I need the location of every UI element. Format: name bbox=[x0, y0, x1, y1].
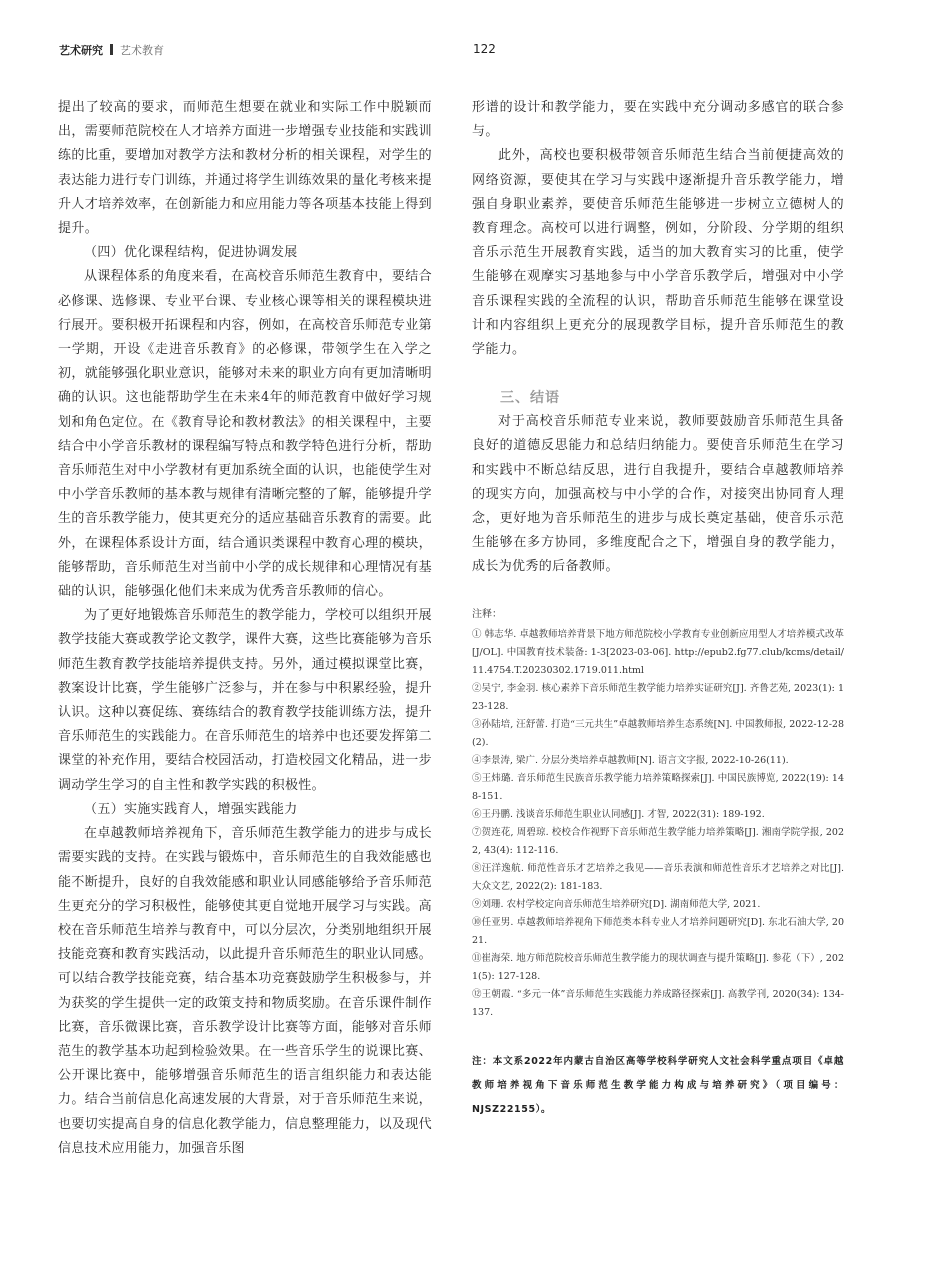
conclusion-body bbox=[472, 410, 844, 579]
paragraph: 为了更好地锻炼音乐师范生的教学能力，学校可以组织开展教学技能大赛或教学论文教学，课件大赛，这些比赛能够为音乐师范生教育教学技能培养提供支持。另外，通过模拟课堂比赛，教案设计比赛，学生能够广泛参与，并在参与中积累经验，提升认识。这种以赛促练、赛练结合的教育教学技能训练方法，提升音乐师范生的实践能力。在音乐师范生的培养中也还要发挥第二课堂的补充作用，要结合校园活动，打造校园文化精品，进一步调动学生学习的自主性和教学实践的积极性。 bbox=[58, 608, 432, 793]
section-title-conclusion: 三、结语 bbox=[500, 390, 560, 407]
page-header bbox=[59, 42, 891, 62]
note-item: ⑪崔海荣. 地方师范院校音乐师范生教学能力的现状调查与提升策略[J]. 参花（下）, 2021(5): 127-128. bbox=[472, 952, 844, 982]
paragraph: 此外，高校也要积极带领音乐师范生结合当前便捷高效的网络资源，要使其在学习与实践中逐渐提升音乐教学能力，增强自身职业素养，要使音乐师范生能够进一步树立立德树人的教育理念。高校可以进行调整，例如，分阶段、分学期的组织音乐示范生开展教育实践，适当的加大教育实习的比重，使学生能够在观摩实习基地参与中小学音乐教学后，增强对中小学音乐课程实践的全流程的认识，帮助音乐师范生能够在课堂设计和内容组织上更充分的展现教学目标，提升音乐师范生的教学能力。 bbox=[472, 148, 844, 358]
subsection-heading-4: （四）优化课程结构，促进协调发展 bbox=[84, 245, 298, 261]
right-column bbox=[472, 96, 844, 1122]
left-column bbox=[58, 96, 432, 1161]
note-item: ⑦贺连花, 周碧琼. 校校合作视野下音乐师范生教学能力培养策略[J]. 湘南学院学报, 2022, 43(4): 112-116. bbox=[472, 826, 844, 856]
note-item: ⑤王炜璐. 音乐师范生民族音乐教学能力培养策略探索[J]. 中国民族博览, 2022(19): 148-151. bbox=[472, 772, 844, 802]
page-number: 122 bbox=[473, 42, 496, 56]
note-item: ③孙陆培, 汪舒蕾. 打造“三元共生”卓越教师培养生态系统[N]. 中国教师报, 2022-12-28(2). bbox=[472, 718, 844, 748]
note-item: ④李景涛, 梁广. 分层分类培养卓越教师[N]. 语言文字报, 2022-10-26(11). bbox=[472, 754, 789, 766]
journal-name: 艺术研究 bbox=[59, 44, 103, 57]
subsection-heading-5: （五）实施实践育人，增强实践能力 bbox=[84, 801, 298, 817]
paragraph: 提出了较高的要求，而师范生想要在就业和实际工作中脱颖而出，需要师范院校在人才培养方面进一步增强专业技能和实践训练的比重，要增加对教学方法和教材分析的相关课程，对学生的表达能力进行专门训练，并通过将学生训练效果的量化考核来提升人才培养效率，在创新能力和应用能力等各项基本技能上得到提升。 bbox=[58, 100, 432, 237]
paragraph: 形谱的设计和教学能力，要在实践中充分调动多感官的联合参与。 bbox=[472, 100, 844, 140]
note-item: ① 韩志华. 卓越教师培养背景下地方师范院校小学教育专业创新应用型人才培养模式改革[J/OL]. 中国教育技术装备: 1-3[2023-03-06]. http://epub2.fg77.club/kcms/detail/11.4754.T.20230302.1719.011.html bbox=[472, 628, 844, 676]
note-item: ⑧汪洋逸航. 师范性音乐才艺培养之我见——音乐表演和师范性音乐才艺培养之对比[J]. 大众文艺, 2022(2): 181-183. bbox=[472, 862, 844, 892]
separator-bar bbox=[110, 44, 113, 55]
paragraph: 对于高校音乐师范专业来说，教师要鼓励音乐师范生具备良好的道德反思能力和总结归纳能力。要使音乐师范生在学习和实践中不断总结反思，进行自我提升，要结合卓越教师培养的现实方向，加强高校与中小学的合作，对接突出协同育人理念，更好地为音乐师范生的进步与成长奠定基础，使音乐示范生能够在多方协同，多维度配合之下，增强自身的教学能力，成长为优秀的后备教师。 bbox=[472, 414, 844, 575]
notes-section bbox=[472, 606, 844, 1022]
running-head bbox=[59, 42, 164, 58]
right-body bbox=[472, 96, 844, 362]
section-name: 艺术教育 bbox=[120, 44, 164, 57]
note-item: ⑨刘珊. 农村学校定向音乐师范生培养研究[D]. 湖南师范大学, 2021. bbox=[472, 898, 761, 910]
paragraph: 从课程体系的角度来看，在高校音乐师范生教育中，要结合必修课、选修课、专业平台课、专业核心课等相关的课程模块进行展开。要积极开拓课程和内容，例如，在高校音乐师范专业第一学期，开设《走进音乐教育》的必修课，带领学生在入学之初，就能够强化职业意识，能够对未来的职业方向有更加清晰明确的认识。这也能帮助学生在未来4年的师范教育中做好学习规划和角色定位。在《教育导论和教材教法》的相关课程中，主要结合中小学音乐教材的课程编写特点和教学特色进行分析，帮助音乐师范生对中小学教材有更加系统全面的认识，也能使学生对中小学音乐教师的基本教与规律有清晰完整的了解，能够提升学生的音乐教学能力，使其更充分的适应基础音乐教育的需要。此外，在课程体系设计方面，结合通识类课程中教育心理的模块，能够帮助，音乐师范生对当前中小学的成长规律和心理情况有基础的认识，能够强化他们未来成为优秀音乐教师的信心。 bbox=[58, 269, 432, 600]
note-item: ⑩任亚男. 卓越教师培养视角下师范类本科专业人才培养问题研究[D]. 东北石油大学, 2021. bbox=[472, 916, 844, 946]
notes-label: 注释： bbox=[472, 608, 502, 620]
paragraph: 在卓越教师培养视角下，音乐师范生教学能力的进步与成长需要实践的支持。在实践与锻炼中，音乐师范生的自我效能感也能不断提升，良好的自我效能感和职业认同感能够给予音乐师范生更充分的学习积极性，能够使其更自觉地开展学习与实践。高校在音乐师范生培养与教育中，可以分层次，分类别地组织开展技能竞赛和教育实践活动，以此提升音乐师范生的职业认同感。可以结合教学技能竞赛，结合基本功竞赛鼓励学生积极参与，并为获奖的学生提供一定的政策支持和物质奖励。在音乐课件制作比赛，音乐微课比赛，音乐教学设计比赛等方面，能够对音乐师范生的教学基本功起到检验效果。在一些音乐学生的说课比赛、公开课比赛中，能够增强音乐师范生的语言组织能力和表达能力。结合当前信息化高速发展的大背景，对于音乐师范生来说，也要切实提高自身的信息化教学能力，信息整理能力，以及现代信息技术应用能力，加强音乐图 bbox=[58, 826, 432, 1156]
note-item: ②吴宁, 李金羽. 核心素养下音乐师范生教学能力培养实证研究[J]. 齐鲁艺苑, 2023(1): 123-128. bbox=[472, 682, 844, 712]
note-item: ⑥王丹鹏. 浅谈音乐师范生职业认同感[J]. 才智, 2022(31): 189-192. bbox=[472, 808, 765, 820]
funding-note: 注：本文系2022年内蒙古自治区高等学校科学研究人文社会科学重点项目《卓越教师培养视角下音乐师范生教学能力构成与培养研究》（项目编号：NJSZ22155）。 bbox=[472, 1055, 844, 1115]
note-item: ⑫王朝霞. “多元一体”音乐师范生实践能力养成路径探索[J]. 高教学刊, 2020(34): 134-137. bbox=[472, 988, 844, 1018]
